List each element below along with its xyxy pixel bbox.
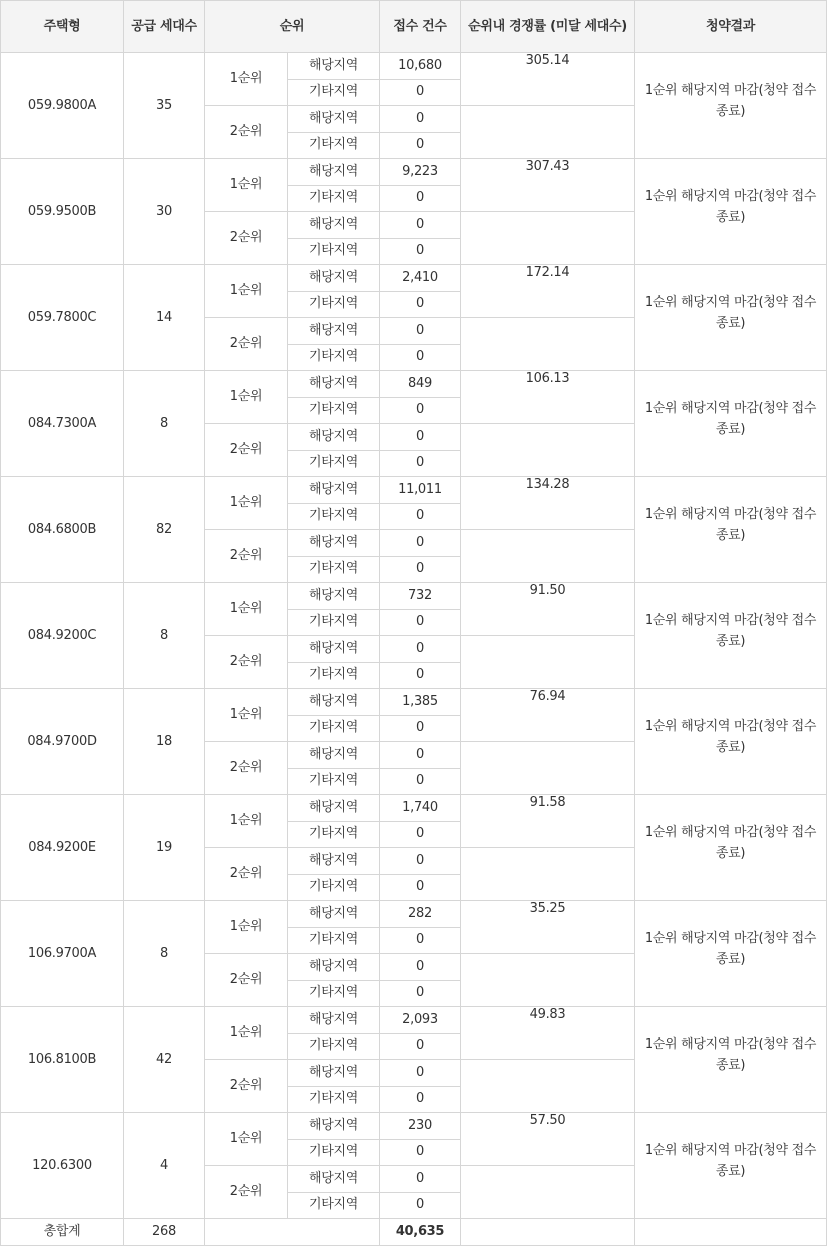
rank-2-other-count: 0 (380, 1086, 461, 1113)
table-row (1, 53, 827, 80)
rank-2-label: 2순위 (205, 742, 288, 795)
rank-2-rate-empty (461, 106, 635, 159)
region-local-label: 해당지역 (288, 636, 380, 663)
region-local-label: 해당지역 (288, 530, 380, 557)
result-text: 1순위 해당지역 마감(청약 접수 종료) (644, 1037, 817, 1073)
competition-rate: 106.13 (461, 371, 635, 424)
rank-1-other-count: 0 (380, 185, 461, 212)
competition-rate: 49.83 (461, 1007, 635, 1060)
result-cell (635, 53, 827, 159)
competition-rate: 91.58 (461, 795, 635, 848)
table-body (1, 53, 827, 1219)
house-type: 120.6300 (1, 1113, 124, 1219)
house-type: 106.8100B (1, 1007, 124, 1113)
table-row (1, 795, 827, 822)
rank-1-label: 1순위 (205, 795, 288, 848)
result-cell (635, 477, 827, 583)
competition-rate: 57.50 (461, 1113, 635, 1166)
table-row (1, 159, 827, 186)
result-text: 1순위 해당지역 마감(청약 접수 종료) (644, 613, 817, 649)
region-local-label: 해당지역 (288, 689, 380, 716)
competition-rate: 134.28 (461, 477, 635, 530)
supply-units: 8 (124, 901, 205, 1007)
rank-2-rate-empty (461, 318, 635, 371)
region-other-label: 기타지역 (288, 132, 380, 159)
rank-1-other-count: 0 (380, 291, 461, 318)
region-other-label: 기타지역 (288, 291, 380, 318)
region-other-label: 기타지역 (288, 503, 380, 530)
rank-2-other-count: 0 (380, 768, 461, 795)
rank-1-local-count: 230 (380, 1113, 461, 1140)
total-row (1, 1219, 827, 1246)
rank-1-label: 1순위 (205, 583, 288, 636)
header-rank: 순위 (205, 1, 380, 53)
region-other-label: 기타지역 (288, 397, 380, 424)
region-local-label: 해당지역 (288, 901, 380, 928)
region-local-label: 해당지역 (288, 212, 380, 239)
region-other-label: 기타지역 (288, 927, 380, 954)
supply-units: 4 (124, 1113, 205, 1219)
supply-units: 35 (124, 53, 205, 159)
rank-2-label: 2순위 (205, 318, 288, 371)
header-competition-rate: 순위내 경쟁률 (미달 세대수) (461, 1, 635, 53)
region-other-label: 기타지역 (288, 238, 380, 265)
region-other-label: 기타지역 (288, 768, 380, 795)
result-text: 1순위 해당지역 마감(청약 접수 종료) (644, 83, 817, 119)
competition-rate: 305.14 (461, 53, 635, 106)
rank-2-rate-empty (461, 954, 635, 1007)
region-other-label: 기타지역 (288, 1139, 380, 1166)
result-cell (635, 583, 827, 689)
table-row (1, 583, 827, 610)
house-type: 059.9500B (1, 159, 124, 265)
rank-2-rate-empty (461, 1166, 635, 1219)
rank-1-local-count: 2,410 (380, 265, 461, 292)
house-type: 084.9200E (1, 795, 124, 901)
result-text: 1순위 해당지역 마감(청약 접수 종료) (644, 1143, 817, 1179)
region-other-label: 기타지역 (288, 821, 380, 848)
result-cell (635, 159, 827, 265)
rank-2-rate-empty (461, 530, 635, 583)
total-applications: 40,635 (380, 1219, 461, 1246)
region-other-label: 기타지역 (288, 556, 380, 583)
rank-1-local-count: 2,093 (380, 1007, 461, 1034)
rank-2-label: 2순위 (205, 1166, 288, 1219)
rank-2-rate-empty (461, 636, 635, 689)
rank-2-local-count: 0 (380, 848, 461, 875)
region-other-label: 기타지역 (288, 1033, 380, 1060)
region-other-label: 기타지역 (288, 715, 380, 742)
rank-1-label: 1순위 (205, 1007, 288, 1060)
rank-2-local-count: 0 (380, 1060, 461, 1087)
house-type: 106.9700A (1, 901, 124, 1007)
rank-1-local-count: 732 (380, 583, 461, 610)
rank-2-local-count: 0 (380, 318, 461, 345)
region-local-label: 해당지역 (288, 1113, 380, 1140)
total-rate-empty (461, 1219, 635, 1246)
table-row (1, 371, 827, 398)
region-local-label: 해당지역 (288, 795, 380, 822)
result-text: 1순위 해당지역 마감(청약 접수 종료) (644, 401, 817, 437)
region-local-label: 해당지역 (288, 477, 380, 504)
rank-2-other-count: 0 (380, 662, 461, 689)
region-other-label: 기타지역 (288, 450, 380, 477)
supply-units: 42 (124, 1007, 205, 1113)
region-other-label: 기타지역 (288, 609, 380, 636)
rank-1-local-count: 9,223 (380, 159, 461, 186)
rank-2-local-count: 0 (380, 424, 461, 451)
rank-2-other-count: 0 (380, 132, 461, 159)
rank-1-other-count: 0 (380, 821, 461, 848)
rank-2-other-count: 0 (380, 980, 461, 1007)
region-local-label: 해당지역 (288, 265, 380, 292)
rank-1-other-count: 0 (380, 609, 461, 636)
rank-2-other-count: 0 (380, 1192, 461, 1219)
rank-1-label: 1순위 (205, 1113, 288, 1166)
rank-1-local-count: 10,680 (380, 53, 461, 80)
result-cell (635, 265, 827, 371)
rank-1-label: 1순위 (205, 53, 288, 106)
house-type: 084.6800B (1, 477, 124, 583)
table-header-row (1, 1, 827, 53)
house-type: 084.7300A (1, 371, 124, 477)
rank-2-other-count: 0 (380, 450, 461, 477)
rank-2-rate-empty (461, 212, 635, 265)
supply-units: 8 (124, 583, 205, 689)
rank-2-other-count: 0 (380, 238, 461, 265)
rank-1-local-count: 11,011 (380, 477, 461, 504)
competition-rate: 91.50 (461, 583, 635, 636)
total-result-empty (635, 1219, 827, 1246)
rank-1-local-count: 282 (380, 901, 461, 928)
rank-2-local-count: 0 (380, 212, 461, 239)
result-text: 1순위 해당지역 마감(청약 접수 종료) (644, 295, 817, 331)
result-text: 1순위 해당지역 마감(청약 접수 종료) (644, 719, 817, 755)
rank-2-local-count: 0 (380, 106, 461, 133)
region-local-label: 해당지역 (288, 318, 380, 345)
header-supply-units: 공급 세대수 (124, 1, 205, 53)
rank-2-local-count: 0 (380, 742, 461, 769)
rank-1-label: 1순위 (205, 371, 288, 424)
house-type: 084.9700D (1, 689, 124, 795)
rank-1-other-count: 0 (380, 715, 461, 742)
rank-2-local-count: 0 (380, 636, 461, 663)
rank-2-rate-empty (461, 1060, 635, 1113)
rank-1-label: 1순위 (205, 901, 288, 954)
rank-2-rate-empty (461, 848, 635, 901)
header-result: 청약결과 (635, 1, 827, 53)
region-local-label: 해당지역 (288, 371, 380, 398)
region-local-label: 해당지역 (288, 424, 380, 451)
region-other-label: 기타지역 (288, 1192, 380, 1219)
rank-2-local-count: 0 (380, 954, 461, 981)
supply-units: 18 (124, 689, 205, 795)
region-other-label: 기타지역 (288, 185, 380, 212)
result-cell (635, 795, 827, 901)
region-local-label: 해당지역 (288, 1007, 380, 1034)
competition-rate: 307.43 (461, 159, 635, 212)
rank-2-other-count: 0 (380, 344, 461, 371)
table-row (1, 901, 827, 928)
region-local-label: 해당지역 (288, 848, 380, 875)
region-local-label: 해당지역 (288, 583, 380, 610)
supply-units: 8 (124, 371, 205, 477)
rank-1-other-count: 0 (380, 927, 461, 954)
region-other-label: 기타지역 (288, 662, 380, 689)
rank-1-other-count: 0 (380, 1139, 461, 1166)
supply-units: 82 (124, 477, 205, 583)
region-local-label: 해당지역 (288, 53, 380, 80)
result-cell (635, 901, 827, 1007)
competition-rate: 35.25 (461, 901, 635, 954)
rank-2-label: 2순위 (205, 530, 288, 583)
rank-2-rate-empty (461, 742, 635, 795)
total-rank-empty (205, 1219, 380, 1246)
region-local-label: 해당지역 (288, 1060, 380, 1087)
rank-2-local-count: 0 (380, 530, 461, 557)
rank-2-other-count: 0 (380, 874, 461, 901)
rank-2-label: 2순위 (205, 848, 288, 901)
region-local-label: 해당지역 (288, 159, 380, 186)
rank-2-label: 2순위 (205, 212, 288, 265)
result-cell (635, 1007, 827, 1113)
result-text: 1순위 해당지역 마감(청약 접수 종료) (644, 931, 817, 967)
rank-2-rate-empty (461, 424, 635, 477)
rank-1-label: 1순위 (205, 159, 288, 212)
region-local-label: 해당지역 (288, 742, 380, 769)
header-applications: 접수 건수 (380, 1, 461, 53)
supply-units: 30 (124, 159, 205, 265)
rank-1-other-count: 0 (380, 1033, 461, 1060)
table-row (1, 477, 827, 504)
rank-1-local-count: 849 (380, 371, 461, 398)
result-cell (635, 1113, 827, 1219)
rank-1-local-count: 1,740 (380, 795, 461, 822)
rank-1-label: 1순위 (205, 477, 288, 530)
table-row (1, 265, 827, 292)
rank-2-label: 2순위 (205, 1060, 288, 1113)
competition-rate: 172.14 (461, 265, 635, 318)
rank-1-other-count: 0 (380, 79, 461, 106)
rank-1-other-count: 0 (380, 503, 461, 530)
header-house-type: 주택형 (1, 1, 124, 53)
total-supply: 268 (124, 1219, 205, 1246)
house-type: 059.7800C (1, 265, 124, 371)
region-local-label: 해당지역 (288, 106, 380, 133)
house-type: 084.9200C (1, 583, 124, 689)
rank-2-label: 2순위 (205, 954, 288, 1007)
supply-units: 19 (124, 795, 205, 901)
total-label: 총합계 (1, 1219, 124, 1246)
rank-2-label: 2순위 (205, 106, 288, 159)
region-local-label: 해당지역 (288, 954, 380, 981)
rank-2-label: 2순위 (205, 424, 288, 477)
region-other-label: 기타지역 (288, 1086, 380, 1113)
result-cell (635, 371, 827, 477)
table-row (1, 689, 827, 716)
rank-1-label: 1순위 (205, 689, 288, 742)
house-type: 059.9800A (1, 53, 124, 159)
region-other-label: 기타지역 (288, 344, 380, 371)
rank-2-label: 2순위 (205, 636, 288, 689)
rank-2-other-count: 0 (380, 556, 461, 583)
rank-1-label: 1순위 (205, 265, 288, 318)
table-row (1, 1113, 827, 1140)
rank-1-other-count: 0 (380, 397, 461, 424)
competition-rate: 76.94 (461, 689, 635, 742)
result-text: 1순위 해당지역 마감(청약 접수 종료) (644, 825, 817, 861)
table-row (1, 1007, 827, 1034)
result-cell (635, 689, 827, 795)
region-local-label: 해당지역 (288, 1166, 380, 1193)
region-other-label: 기타지역 (288, 980, 380, 1007)
result-text: 1순위 해당지역 마감(청약 접수 종료) (644, 507, 817, 543)
supply-units: 14 (124, 265, 205, 371)
rank-2-local-count: 0 (380, 1166, 461, 1193)
result-text: 1순위 해당지역 마감(청약 접수 종료) (644, 189, 817, 225)
region-other-label: 기타지역 (288, 79, 380, 106)
region-other-label: 기타지역 (288, 874, 380, 901)
rank-1-local-count: 1,385 (380, 689, 461, 716)
